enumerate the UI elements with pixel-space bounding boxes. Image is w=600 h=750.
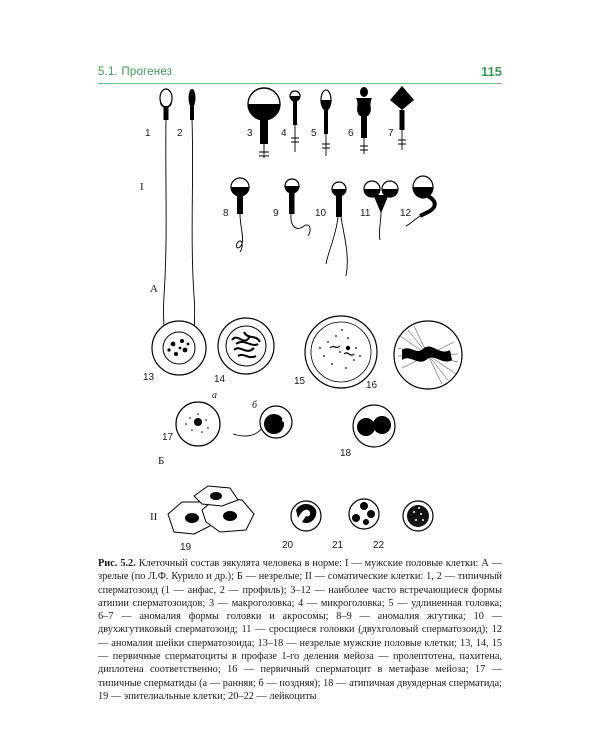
section-title: 5.1. Прогенез bbox=[98, 66, 173, 78]
cell-14 bbox=[218, 318, 274, 374]
label-13: 13 bbox=[143, 372, 155, 383]
label-17-a: а bbox=[212, 390, 217, 401]
cell-13 bbox=[152, 321, 206, 375]
cell-18 bbox=[353, 405, 395, 447]
label-18: 18 bbox=[340, 448, 352, 459]
label-8: 8 bbox=[223, 208, 229, 219]
figure-caption bbox=[98, 557, 502, 703]
label-3: 3 bbox=[247, 128, 253, 139]
sperm-3-macrohead bbox=[248, 88, 280, 158]
label-17-b: б bbox=[252, 400, 258, 411]
cell-16 bbox=[394, 321, 462, 389]
label-15: 15 bbox=[294, 376, 306, 387]
cell-21-leukocyte bbox=[349, 499, 379, 529]
label-6: 6 bbox=[348, 128, 354, 139]
page-header bbox=[98, 66, 502, 82]
cell-15 bbox=[305, 316, 377, 388]
label-19: 19 bbox=[180, 542, 192, 550]
caption-lead: Рис. 5.2. bbox=[98, 558, 136, 569]
label-12: 12 bbox=[400, 208, 412, 219]
cell-20-leukocyte bbox=[291, 501, 321, 531]
sperm-1 bbox=[160, 89, 172, 346]
label-7: 7 bbox=[388, 128, 394, 139]
sperm-2 bbox=[189, 89, 196, 348]
label-10: 10 bbox=[315, 208, 327, 219]
label-21: 21 bbox=[332, 540, 344, 550]
label-9: 9 bbox=[273, 208, 279, 219]
cell-19-epithelial bbox=[168, 486, 254, 534]
label-5: 5 bbox=[311, 128, 317, 139]
label-20: 20 bbox=[282, 540, 294, 550]
label-group-B: Б bbox=[158, 455, 165, 467]
label-group-I: I bbox=[140, 181, 144, 193]
figure-illustration bbox=[98, 86, 502, 550]
label-17: 17 bbox=[162, 432, 174, 443]
sperm-10-double-tail bbox=[326, 182, 347, 276]
label-14: 14 bbox=[214, 374, 226, 385]
sperm-4-microhead bbox=[290, 91, 300, 152]
sperm-9-tail-anomaly bbox=[285, 179, 310, 236]
caption-text: Клеточный состав эякулята человека в норме: I — мужские половые клетки: А — зрелые (по Л.Ф. Курило и др.); Б — незрелые; II — соматические клетки: 1, 2 — типичный сперматозоид (1 — анфас, 2 — профиль); 3–12 — наиболее часто встречающиеся формы атипии сперматозоидов; 3 — макроголовка; 4 — микроголовка; 5 — удлиненная головка; 6–7 — аномалия формы головки и акросомы; 8–9 — аномалия жгутика; 10 — двухжгутиковый сперматозоид; 11 — сросщиеся головки (двухголовый сперматозоид); 12 — аномалия шейки сперматозоида; 13–18 — незрелые мужские половые клетки; 13, 14, 15 — первичные сперматоциты в профазе 1-го деления мейоза — пролептотена, пахитена, диплотена соответственно; 16 — первичный сперматоцит в метафазе мейоза; 17 — типичные сперматиды (а — ранняя; б — поздняя); 18 — атипичная двуядерная сперматида; 19 — эпителиальные клетки; 20–22 — лейкоциты bbox=[98, 558, 503, 702]
sperm-8-tail-anomaly bbox=[231, 178, 249, 252]
label-22: 22 bbox=[373, 540, 385, 550]
label-1: 1 bbox=[145, 128, 151, 139]
sperm-7-abnormal-acrosome bbox=[390, 86, 414, 150]
header-rule bbox=[98, 83, 502, 84]
cell-22-leukocyte bbox=[403, 501, 433, 531]
cell-17b bbox=[233, 406, 292, 438]
label-group-A: А bbox=[150, 283, 158, 295]
label-2: 2 bbox=[177, 128, 183, 139]
cell-17 bbox=[176, 402, 220, 446]
sperm-6-abnormal-head bbox=[356, 87, 372, 154]
figure-5-2 bbox=[98, 86, 502, 550]
label-11: 11 bbox=[360, 208, 371, 219]
label-4: 4 bbox=[281, 128, 287, 139]
label-group-II: II bbox=[150, 511, 158, 523]
sperm-5-elongated bbox=[321, 90, 331, 156]
label-16: 16 bbox=[366, 380, 378, 391]
page-number: 115 bbox=[481, 64, 502, 79]
